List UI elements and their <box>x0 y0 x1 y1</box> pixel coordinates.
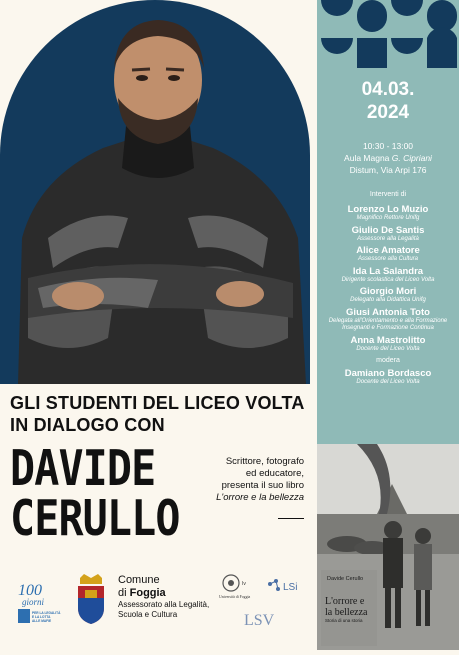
speaker-name: Giulio De Santis <box>351 224 425 236</box>
speaker-role: Delegata all'Orientamento e alla Formazione Insegnanti e Formazione Continua <box>328 317 448 331</box>
svg-text:Università di Foggia: Università di Foggia <box>219 595 251 599</box>
headline <box>10 392 305 436</box>
comune-dept-line2: Scuola e Cultura <box>118 610 178 619</box>
book-title: L'orrore e la bellezza <box>216 492 304 503</box>
divider <box>278 518 304 519</box>
lsi-logo <box>266 578 306 596</box>
speaker-item <box>317 225 459 244</box>
guest-description <box>196 456 304 504</box>
speakers-list <box>317 190 459 389</box>
speaker-item <box>317 204 459 223</box>
decorative-shapes <box>317 0 459 70</box>
speaker-name: Anna Mastrolitto <box>350 334 426 346</box>
speaker-role: Docente del Liceo Volta <box>356 345 420 352</box>
comune-line1: Comune <box>118 574 160 586</box>
svg-text:LSi: LSi <box>283 582 298 593</box>
book-cover-photo <box>317 444 459 650</box>
comune-city: Foggia <box>129 587 166 599</box>
speaker-name: Giusi Antonia Toto <box>346 306 430 318</box>
speaker-item <box>317 245 459 264</box>
svg-text:ALLE MAFIE: ALLE MAFIE <box>32 619 52 623</box>
guest-first-name: DAVIDE <box>10 440 156 497</box>
moderator-name: Damiano Bordasco <box>344 368 432 379</box>
moderator-item <box>317 368 459 387</box>
moderator-role: Docente del Liceo Volta <box>356 379 420 385</box>
comune-crest-icon <box>74 574 108 626</box>
speaker-item <box>317 286 459 305</box>
speaker-name: Giorgio Mori <box>359 286 417 297</box>
speaker-name: Lorenzo Lo Muzio <box>347 204 429 215</box>
book-title-part: L'orrore e <box>325 596 365 607</box>
event-venue: Aula Magna G. Cipriani <box>344 153 432 163</box>
speaker-role: Assessore alla Cultura <box>357 256 419 262</box>
book-title-part: la bellezza <box>325 607 368 618</box>
desc-line: Scrittore, fotografo <box>225 456 304 467</box>
speaker-role: Assessore alla Legalità <box>357 235 419 242</box>
svg-text:E LA LOTTA: E LA LOTTA <box>32 615 51 619</box>
moderator-heading: modera <box>376 357 400 364</box>
comune-line2: di Foggia <box>118 587 166 599</box>
portrait-photo <box>8 8 308 384</box>
comune-dept-line1: Assessorato alla Legalità, <box>118 600 210 609</box>
event-date <box>317 78 459 124</box>
speaker-role: Delegato alla Didattica Unifg <box>350 297 426 303</box>
event-address: Distum, Via Arpi 176 <box>349 165 427 175</box>
guest-name <box>10 440 180 547</box>
date-day-month: 04.03. <box>361 79 415 100</box>
university-foggia-logo <box>218 574 252 600</box>
desc-line: presenta il suo libro <box>221 480 304 491</box>
interventions-heading: Interventi di <box>369 191 407 198</box>
svg-text:giorni: giorni <box>22 597 45 607</box>
speaker-item <box>317 335 459 354</box>
book-author: Davide Cerullo <box>327 576 364 582</box>
speaker-item <box>317 266 459 285</box>
lsv-logo: LSV <box>244 612 275 629</box>
desc-line: ed educatore, <box>245 468 304 479</box>
guest-last-name: CERULLO <box>10 490 180 547</box>
comune-foggia <box>118 574 209 620</box>
svg-text:100: 100 <box>18 582 42 599</box>
book-subtitle: Storia di una storia <box>325 618 363 623</box>
venue-name: G. Cipriani <box>391 153 432 163</box>
book-cover-image <box>317 444 459 650</box>
event-details <box>317 140 459 176</box>
headline-line2: IN DIALOGO CON <box>10 415 165 435</box>
svg-text:PER LA LEGALITÀ: PER LA LEGALITÀ <box>32 611 61 615</box>
speaker-name: Ida La Salandra <box>352 265 424 277</box>
speaker-item <box>317 307 459 333</box>
svg-text:Iv: Iv <box>242 581 246 587</box>
100-giorni-logo <box>14 577 64 627</box>
speaker-name: Alice Amatore <box>356 245 420 256</box>
lsi-icon <box>266 578 306 596</box>
headline-line1: GLI STUDENTI DEL LICEO VOLTA <box>10 393 305 413</box>
event-time: 10:30 - 13:00 <box>362 141 414 151</box>
speaker-role: Magnifico Rettore Unifg <box>356 215 420 221</box>
date-year: 2024 <box>366 102 410 123</box>
speaker-role: Dirigente scolastica del Liceo Volta <box>341 276 435 283</box>
